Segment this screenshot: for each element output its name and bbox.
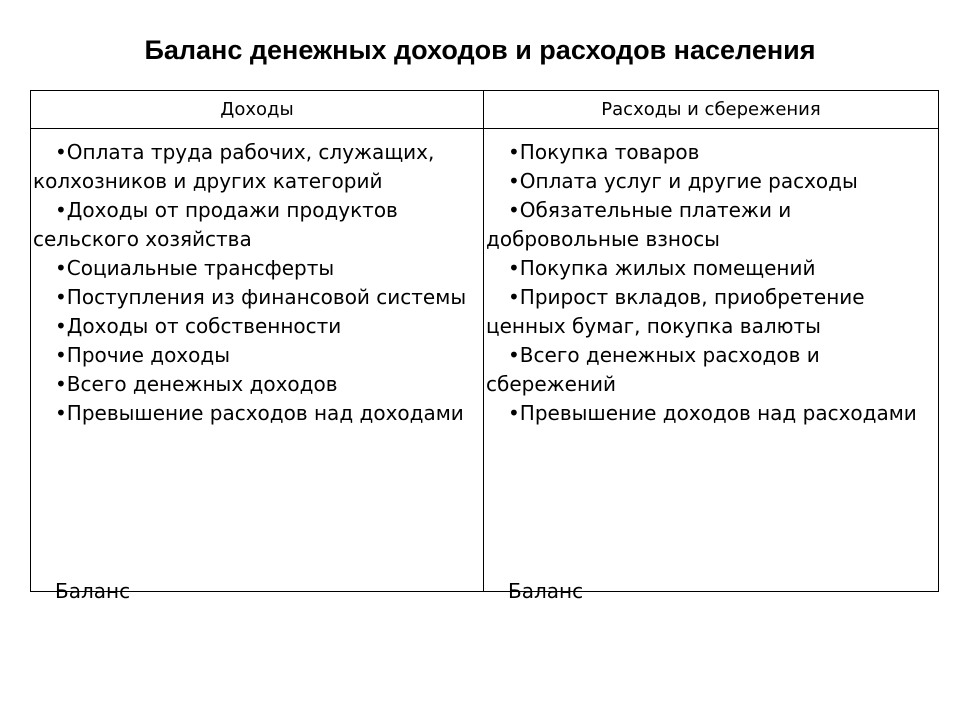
list-item <box>486 399 932 428</box>
expense-item-text: Превышение доходов над расходами <box>519 401 917 425</box>
list-item <box>33 341 477 370</box>
bullet-icon: • <box>508 343 520 367</box>
list-item <box>33 312 477 341</box>
bullet-icon: • <box>55 256 67 280</box>
expenses-cell <box>484 129 939 603</box>
expenses-balance-label: Баланс <box>508 579 584 603</box>
list-item <box>33 254 477 283</box>
list-item <box>486 341 932 399</box>
table-header-row <box>31 91 939 129</box>
list-item <box>486 167 932 196</box>
expense-item-text: Покупка товаров <box>519 140 700 164</box>
expenses-column-header: Расходы и сбережения <box>484 91 939 129</box>
bullet-icon: • <box>55 343 67 367</box>
table-body-row <box>31 129 939 592</box>
list-item <box>486 196 932 254</box>
list-item <box>33 370 477 399</box>
expense-item-text: Прирост вкладов, приобретение ценных бумаг, покупка валюты <box>486 285 865 338</box>
income-item-text: Доходы от собственности <box>66 314 342 338</box>
bullet-icon: • <box>508 401 520 425</box>
bullet-icon: • <box>508 285 520 309</box>
income-item-text: Оплата труда рабочих, служащих, колхозников и других категорий <box>33 140 435 193</box>
expense-item-text: Всего денежных расходов и сбережений <box>486 343 820 396</box>
expense-item-text: Оплата услуг и другие расходы <box>519 169 858 193</box>
bullet-icon: • <box>508 169 520 193</box>
income-item-text: Превышение расходов над доходами <box>66 401 464 425</box>
bullet-icon: • <box>55 314 67 338</box>
income-cell <box>31 129 484 603</box>
bullet-icon: • <box>55 140 67 164</box>
list-item <box>486 138 932 167</box>
income-item-text: Всего денежных доходов <box>66 372 338 396</box>
list-item <box>33 196 477 254</box>
list-item <box>33 399 477 428</box>
bullet-icon: • <box>55 372 67 396</box>
income-item-text: Социальные трансферты <box>66 256 335 280</box>
income-item-text: Поступления из финансовой системы <box>66 285 467 309</box>
bullet-icon: • <box>55 198 67 222</box>
bullet-icon: • <box>508 256 520 280</box>
balance-table <box>30 90 939 603</box>
expense-item-text: Покупка жилых помещений <box>519 256 816 280</box>
income-item-text: Доходы от продажи продуктов сельского хозяйства <box>33 198 398 251</box>
bullet-icon: • <box>508 198 520 222</box>
income-balance-label: Баланс <box>55 579 131 603</box>
income-item-text: Прочие доходы <box>66 343 230 367</box>
income-column-header: Доходы <box>31 91 484 129</box>
list-item <box>486 283 932 341</box>
list-item <box>33 138 477 196</box>
bullet-icon: • <box>55 401 67 425</box>
bullet-icon: • <box>55 285 67 309</box>
expense-item-text: Обязательные платежи и добровольные взносы <box>486 198 792 251</box>
list-item <box>33 283 477 312</box>
list-item <box>486 254 932 283</box>
income-list <box>31 129 483 428</box>
expenses-list <box>484 129 938 428</box>
page-title: Баланс денежных доходов и расходов населения <box>144 35 816 65</box>
bullet-icon: • <box>508 140 520 164</box>
